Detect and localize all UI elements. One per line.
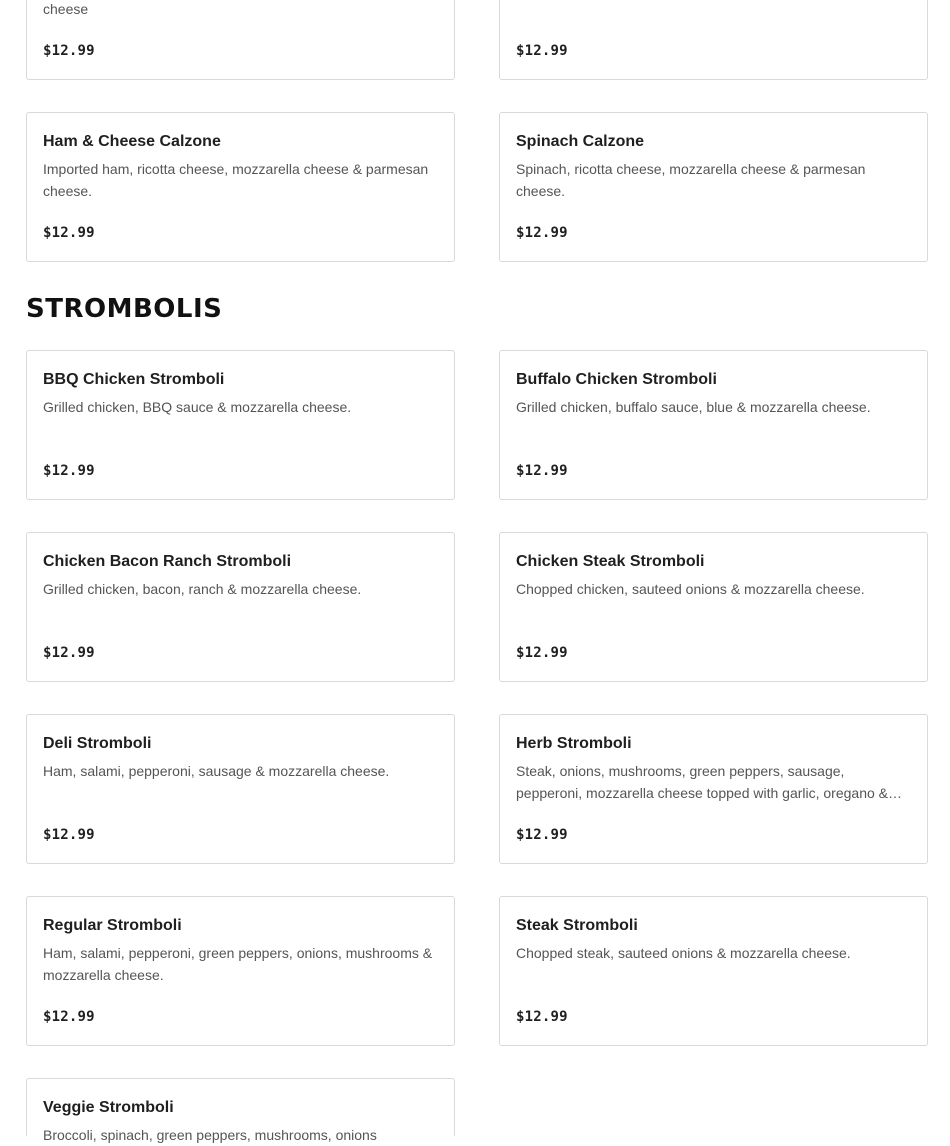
menu-item-card[interactable]	[26, 714, 455, 864]
menu-item-description: Ham, salami, pepperoni, sausage & mozzarella cheese.	[43, 763, 390, 779]
menu-item-name: Spinach Calzone	[516, 133, 645, 150]
menu-item-name: Buffalo Chicken Stromboli	[516, 371, 717, 388]
menu-item-card[interactable]	[499, 532, 928, 682]
menu-item-description: cheese	[43, 1, 89, 17]
menu-item-description: Spinach, ricotta cheese, mozzarella cheese & parmesan cheese.	[516, 161, 866, 199]
menu-item-price: $12.99	[43, 1009, 95, 1025]
menu-item-card[interactable]	[26, 112, 455, 262]
menu-item-card[interactable]	[26, 896, 455, 1046]
menu-item-name: Regular Stromboli	[43, 917, 182, 934]
menu-item-description: Steak, onions, mushrooms, green peppers, sausage, pepperoni, mozzarella cheese topped with garlic, oregano &…	[516, 763, 903, 801]
menu-item-price: $12.99	[43, 463, 95, 479]
menu-item-card[interactable]	[499, 896, 928, 1046]
menu-item-price: $12.99	[516, 225, 568, 241]
menu-item-price: $12.99	[43, 645, 95, 661]
menu-item-price: $12.99	[43, 43, 95, 59]
menu-item-card[interactable]	[499, 350, 928, 500]
menu-item-card[interactable]	[499, 0, 928, 80]
menu-item-description: Imported ham, ricotta cheese, mozzarella cheese & parmesan cheese.	[43, 161, 429, 199]
menu-item-price: $12.99	[516, 463, 568, 479]
menu-item-name: Veggie Stromboli	[43, 1099, 174, 1116]
menu-item-card[interactable]	[26, 350, 455, 500]
menu-item-description: Ham, salami, pepperoni, green peppers, onions, mushrooms & mozzarella cheese.	[43, 945, 433, 983]
menu-item-card[interactable]	[26, 1078, 455, 1143]
menu-item-name: Chicken Bacon Ranch Stromboli	[43, 553, 292, 570]
menu-item-name: Herb Stromboli	[516, 735, 632, 752]
menu-item-name: Deli Stromboli	[43, 735, 152, 752]
menu-item-price: $12.99	[43, 827, 95, 843]
section-title: STROMBOLIS	[26, 294, 223, 324]
menu-item-description: Grilled chicken, buffalo sauce, blue & mozzarella cheese.	[516, 399, 871, 415]
menu-item-description: Grilled chicken, bacon, ranch & mozzarella cheese.	[43, 581, 362, 597]
menu-item-card[interactable]	[499, 714, 928, 864]
menu-item-description: Grilled chicken, BBQ sauce & mozzarella cheese.	[43, 399, 352, 415]
menu-item-name: Chicken Steak Stromboli	[516, 553, 705, 570]
menu-item-card[interactable]	[26, 0, 455, 80]
menu-item-price: $12.99	[516, 645, 568, 661]
menu-item-card[interactable]	[26, 532, 455, 682]
menu-item-name: Steak Stromboli	[516, 917, 638, 934]
menu-item-description: Chopped steak, sauteed onions & mozzarella cheese.	[516, 945, 851, 961]
menu-item-name: BBQ Chicken Stromboli	[43, 371, 225, 388]
menu-item-name: Ham & Cheese Calzone	[43, 133, 221, 150]
menu-item-price: $12.99	[516, 43, 568, 59]
menu-item-card[interactable]	[499, 112, 928, 262]
menu-item-price: $12.99	[516, 1009, 568, 1025]
menu-item-description: Chopped chicken, sauteed onions & mozzarella cheese.	[516, 581, 865, 597]
menu-item-price: $12.99	[516, 827, 568, 843]
menu-item-description: Broccoli, spinach, green peppers, mushrooms, onions	[43, 1127, 377, 1143]
menu-item-price: $12.99	[43, 225, 95, 241]
